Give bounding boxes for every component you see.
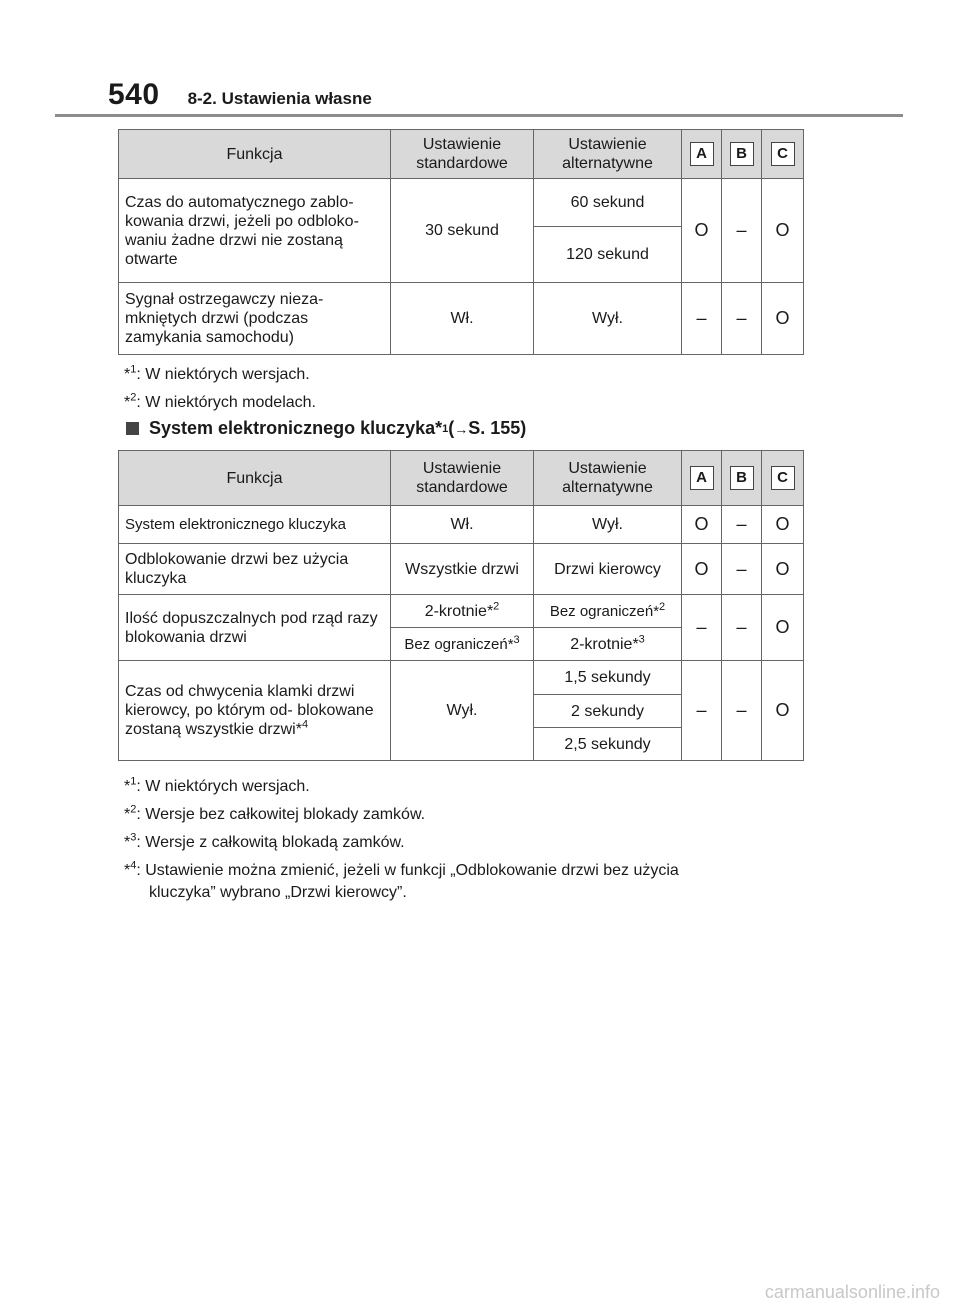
model-c-cell: O <box>762 179 804 283</box>
settings-table-smart-key <box>118 450 804 761</box>
model-b-cell: – <box>722 595 762 661</box>
header-alternative: Ustawienie alternatywne <box>534 451 682 506</box>
model-c-cell: O <box>762 506 804 544</box>
watermark: carmanualsonline.info <box>764 1282 940 1302</box>
alternative-cell: 2-krotnie*$^3$ <box>534 628 682 661</box>
default-cell: Wył. <box>391 661 534 761</box>
table-row <box>119 283 804 355</box>
default-cell: Wł. <box>391 506 534 544</box>
function-cell: System elektronicznego kluczyka <box>119 506 391 544</box>
footnote-4: *$^4$: Ustawienie można zmienić, jeżeli w funkcji „Odblokowanie drzwi bez użycia kluczyka” wybrano „Drzwi kierowcy”. <box>124 859 679 901</box>
default-cell: Bez ograniczeń*$^3$ <box>391 628 534 661</box>
table-row <box>119 595 804 628</box>
model-c-cell: O <box>762 544 804 595</box>
alternative-cell: 60 sekund <box>534 179 682 227</box>
page-header <box>108 78 372 112</box>
table-header-row <box>119 451 804 506</box>
model-a-label: A <box>690 466 714 490</box>
table-row <box>119 661 804 695</box>
header-function: Funkcja <box>119 451 391 506</box>
subheading-smart-key: System elektronicznego kluczyka* 1 ( → S. 155) <box>126 418 526 439</box>
header-alternative: Ustawienie alternatywne <box>534 130 682 179</box>
footnote-1: *$^1$: W niektórych wersjach. <box>124 363 310 383</box>
model-b-cell: – <box>722 179 762 283</box>
model-a-label: A <box>690 142 714 166</box>
square-bullet-icon <box>126 422 139 435</box>
table-header-row <box>119 130 804 179</box>
header-divider <box>55 114 903 117</box>
alternative-cell: 1,5 sekundy <box>534 661 682 695</box>
model-b-cell: – <box>722 544 762 595</box>
table-row <box>119 179 804 227</box>
table-row <box>119 506 804 544</box>
footnote-2: *$^2$: W niektórych modelach. <box>124 391 316 411</box>
default-cell: 30 sekund <box>391 179 534 283</box>
default-cell: Wł. <box>391 283 534 355</box>
default-cell: Wszystkie drzwi <box>391 544 534 595</box>
model-a-cell: – <box>682 661 722 761</box>
model-a-cell: O <box>682 179 722 283</box>
alternative-cell: 120 sekund <box>534 227 682 283</box>
function-cell: Czas do automatycznego zablo- kowania drzwi, jeżeli po odbloko- waniu żadne drzwi nie zostaną otwarte <box>119 179 391 283</box>
model-b-cell: – <box>722 661 762 761</box>
alternative-cell: 2,5 sekundy <box>534 728 682 761</box>
model-c-cell: O <box>762 283 804 355</box>
model-b-cell: – <box>722 506 762 544</box>
header-default: Ustawienie standardowe <box>391 451 534 506</box>
model-c-label: C <box>771 142 795 166</box>
model-b-label: B <box>730 142 754 166</box>
model-b-label: B <box>730 466 754 490</box>
footnote-2: *$^2$: Wersje bez całkowitej blokady zamków. <box>124 803 426 823</box>
footnote-1: *$^1$: W niektórych wersjach. <box>124 775 310 795</box>
header-function: Funkcja <box>119 130 391 179</box>
function-cell: Sygnał ostrzegawczy nieza- mkniętych drzwi (podczas zamykania samochodu) <box>119 283 391 355</box>
model-a-cell: – <box>682 595 722 661</box>
arrow-right-icon: → <box>454 420 469 437</box>
model-a-cell: O <box>682 544 722 595</box>
page-number: 540 <box>108 78 160 111</box>
alternative-cell: Bez ograniczeń*$^2$ <box>534 595 682 628</box>
model-c-cell: O <box>762 661 804 761</box>
model-b-cell: – <box>722 283 762 355</box>
table-row <box>119 544 804 595</box>
model-c-label: C <box>771 466 795 490</box>
header-default: Ustawienie standardowe <box>391 130 534 179</box>
model-a-cell: – <box>682 283 722 355</box>
function-cell: Czas od chwycenia klamki drzwi kierowcy, po którym od- blokowane zostaną wszystkie drzwi*$^4$ <box>119 661 391 761</box>
alternative-cell: Wył. <box>534 506 682 544</box>
alternative-cell: Drzwi kierowcy <box>534 544 682 595</box>
page-reference[interactable]: S. 155) <box>468 418 527 438</box>
settings-table-door-lock <box>118 129 804 355</box>
model-a-cell: O <box>682 506 722 544</box>
model-c-cell: O <box>762 595 804 661</box>
default-cell: 2-krotnie*$^2$ <box>391 595 534 628</box>
function-cell: Odblokowanie drzwi bez użycia kluczyka <box>119 544 391 595</box>
footnote-3: *$^3$: Wersje z całkowitą blokadą zamków. <box>124 831 405 851</box>
function-cell: Ilość dopuszczalnych pod rząd razy blokowania drzwi <box>119 595 391 661</box>
section-title: 8-2. Ustawienia własne <box>187 89 372 108</box>
alternative-cell: Wył. <box>534 283 682 355</box>
alternative-cell: 2 sekundy <box>534 695 682 728</box>
